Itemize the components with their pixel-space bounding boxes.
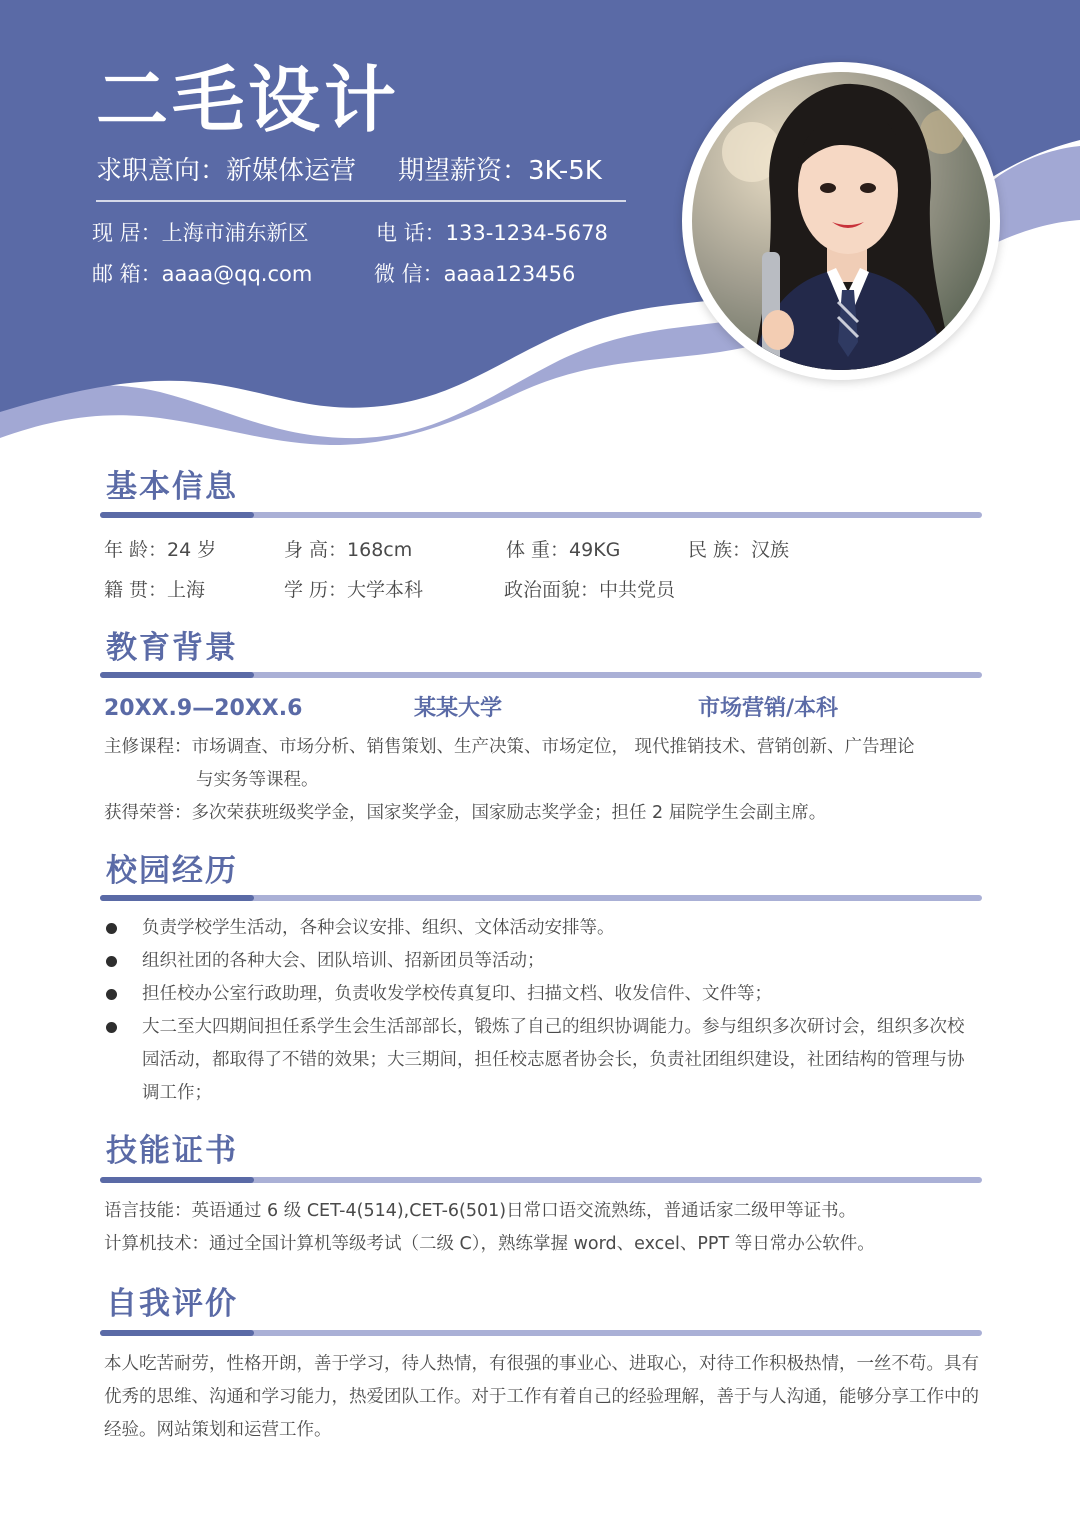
info-political: 政治面貌：中共党员 (504, 579, 676, 601)
education-honors: 获得荣誉：多次荣获班级奖学金，国家奖学金，国家励志奖学金；担任 2 届院学生会副主席。 (104, 803, 827, 823)
section-bar-skills (100, 1177, 982, 1183)
section-title-campus: 校园经历 (106, 853, 238, 889)
job-intent-line (96, 152, 602, 190)
info-age: 年 龄：24 岁 (104, 539, 217, 561)
info-height: 身 高：168cm (284, 539, 413, 561)
section-title-self: 自我评价 (106, 1286, 238, 1322)
list-item: 担任校办公室行政助理，负责收发学校传真复印、扫描文档、收发信件、文件等； (104, 978, 974, 1011)
job-intent: 求职意向：新媒体运营 (96, 156, 357, 186)
list-item: 大二至大四期间担任系学生会生活部部长，锻炼了自己的组织协调能力。参与组织多次研讨会，组织多次校园活动，都取得了不错的效果；大三期间，担任校志愿者协会长，负责社团组织建设，社团结构的管理与协调工作； (104, 1011, 974, 1110)
wechat: 微 信：aaaa123456 (374, 262, 576, 286)
candidate-name: 二毛设计 (96, 58, 401, 142)
header-divider (96, 200, 626, 202)
section-title-education: 教育背景 (106, 630, 238, 666)
campus-list (104, 912, 974, 1110)
section-title-skills: 技能证书 (106, 1133, 238, 1169)
courses-line2: 与实务等课程。 (196, 770, 319, 790)
section-bar-education (100, 672, 982, 678)
education-period: 20XX.9—20XX.6 (104, 696, 303, 721)
residence: 现 居：上海市浦东新区 (92, 221, 309, 245)
skills-language: 语言技能：英语通过 6 级 CET-4(514),CET-6(501)日常口语交流熟练，普通话家二级甲等证书。 (104, 1201, 857, 1221)
list-item: 组织社团的各种大会、团队培训、招新团员等活动； (104, 945, 974, 978)
self-evaluation: 本人吃苦耐劳，性格开朗，善于学习，待人热情，有很强的事业心、进取心，对待工作积极热情，一丝不苟。具有优秀的思维、沟通和学习能力，热爱团队工作。对于工作有着自己的经验理解，善于与人沟通，能够分享工作中的经验。网站策划和运营工作。 (104, 1354, 979, 1440)
portrait-photo (692, 72, 990, 370)
skills-computer: 计算机技术：通过全国计算机等级考试（二级 C），熟练掌握 word、excel、PPT 等日常办公软件。 (104, 1234, 875, 1254)
courses-line1: 市场调查、市场分析、销售策划、生产决策、市场定位， 现代推销技术、营销创新、广告理论 (191, 737, 915, 757)
info-origin: 籍 贯：上海 (104, 579, 206, 601)
section-bar-campus (100, 895, 982, 901)
info-weight: 体 重：49KG (506, 539, 621, 561)
list-item: 负责学校学生活动，各种会议安排、组织、文体活动安排等。 (104, 912, 974, 945)
phone: 电 话：133-1234-5678 (376, 221, 608, 245)
section-title-basic: 基本信息 (106, 469, 238, 505)
education-school: 某某大学 (414, 696, 503, 721)
info-degree: 学 历：大学本科 (284, 579, 424, 601)
education-major: 市场营销/本科 (698, 696, 839, 721)
info-ethnicity: 民 族：汉族 (688, 539, 790, 561)
section-bar-self (100, 1330, 982, 1336)
email: 邮 箱：aaaa@qq.com (92, 262, 313, 286)
education-courses (104, 731, 984, 764)
courses-label: 主修课程： (104, 737, 192, 757)
section-bar-basic (100, 512, 982, 518)
expected-salary: 期望薪资：3K-5K (398, 156, 602, 186)
